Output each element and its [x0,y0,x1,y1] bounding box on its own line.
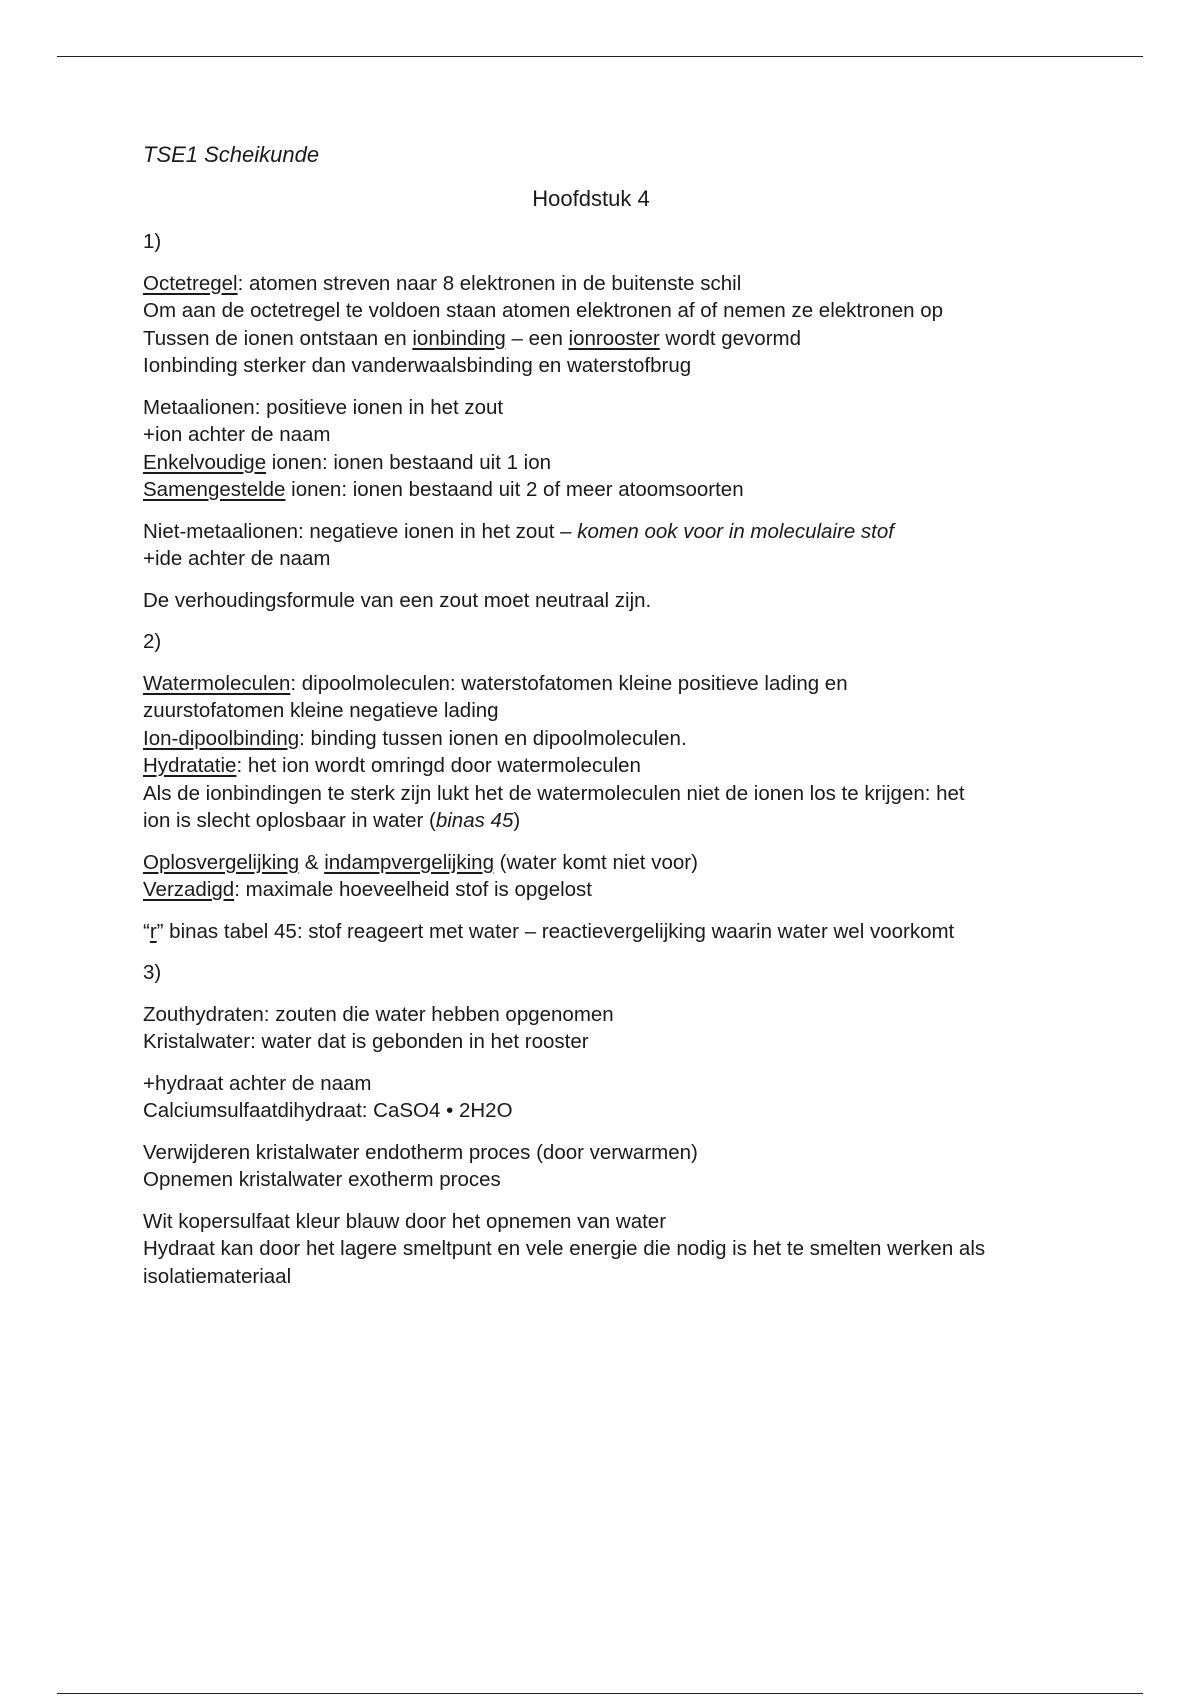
text-line: +hydraat achter de naam [143,1071,372,1095]
text-line [143,670,1083,698]
text-line: Wit kopersulfaat kleur blauw door het opnemen van water [143,1209,667,1233]
text-line [143,518,1083,546]
inline-text: ) [513,809,521,832]
document-title: TSE1 Scheikunde [143,142,320,167]
paragraph-niet-metaalionen [143,518,1083,573]
text-line: Hydraat kan door het lagere smeltpunt en vele energie die nodig is het te smelten werken als [143,1237,986,1260]
term-samengestelde: Samengestelde [143,478,286,501]
text-line: Ionbinding sterker dan vanderwaalsbinding en waterstofbrug [143,354,692,377]
footer-rule [57,1693,1143,1694]
chapter-heading: Hoofdstuk 4 [532,186,650,211]
italic-reference: binas 45 [435,809,514,832]
term-oplosvergelijking: Oplosvergelijking [143,850,300,874]
inline-text: Tussen de ionen ontstaan en [143,326,413,350]
paragraph-metaalionen [143,394,1083,504]
text-line: Metaalionen: positieve ionen in het zout [143,395,504,419]
text-line [143,449,1083,477]
text-line: Zouthydraten: zouten die water hebben opgenomen [143,1002,614,1026]
section-number-3: 3) [143,961,162,984]
inline-text: – een [505,326,569,350]
text-line: +ion achter de naam [143,423,331,446]
paragraph-verhoudingsformule [143,587,1083,615]
paragraph-zouthydraten [143,1001,1083,1056]
paragraph-binas-r [143,918,1083,946]
paragraph-octetregel [143,270,1083,380]
term-octetregel: Octetregel [143,271,238,295]
paragraph-watermoleculen [143,670,1083,835]
text-line: De verhoudingsformule van een zout moet neutraal zijn. [143,588,652,612]
section-number-1: 1) [143,230,162,253]
definition-text: : dipoolmoleculen: waterstofatomen kleine positieve lading en [290,671,848,695]
text-line: Om aan de octetregel te voldoen staan atomen elektronen af of nemen ze elektronen op [143,299,944,322]
section-number-2: 2) [143,630,162,653]
text-line: Verwijderen kristalwater endotherm proces (door verwarmen) [143,1140,698,1164]
term-enkelvoudige: Enkelvoudige [143,450,267,474]
term-r: r [149,919,157,943]
paragraph-kopersulfaat [143,1208,1083,1291]
term-hydratatie: Hydratatie [143,754,237,777]
inline-text: & [299,850,325,874]
text-line: isolatiemateriaal [143,1264,292,1288]
inline-text: Niet-metaalionen: negatieve ionen in het zout – [143,519,578,543]
text-line: Als de ionbindingen te sterk zijn lukt het de watermoleculen niet de ionen los te krijgen: het [143,781,965,805]
header-rule [57,56,1143,57]
term-indampvergelijking: indampvergelijking [324,850,494,874]
text-line [143,918,1083,946]
text-line [143,876,1083,904]
text-line: Calciumsulfaatdihydraat: CaSO4 • 2H2O [143,1099,513,1122]
inline-text: wordt gevormd [659,326,801,350]
inline-text: “ [143,919,150,943]
text-line: Kristalwater: water dat is gebonden in het rooster [143,1030,589,1053]
definition-text: : maximale hoeveelheid stof is opgelost [234,878,592,901]
document-body [143,140,1083,1290]
inline-text: ion is slecht oplosbaar in water ( [143,809,436,832]
text-line [143,270,1083,298]
paragraph-kristalwater [143,1139,1083,1194]
term-verzadigd: Verzadigd [143,878,235,901]
italic-note: komen ook voor in moleculaire stof [577,519,894,543]
inline-text: (water komt niet voor) [493,850,698,874]
definition-text: : het ion wordt omringd door watermoleculen [236,754,641,777]
text-line [143,752,1083,780]
text-line [143,807,1083,835]
term-watermoleculen: Watermoleculen [143,671,291,695]
text-line: zuurstofatomen kleine negatieve lading [143,699,499,722]
text-line [143,325,1083,353]
text-line: +ide achter de naam [143,547,331,570]
text-line [143,725,1083,753]
paragraph-hydraat [143,1070,1083,1125]
text-line: Opnemen kristalwater exotherm proces [143,1168,501,1191]
definition-text: : atomen streven naar 8 elektronen in de buitenste schil [237,271,742,295]
term-ionbinding: ionbinding [412,326,506,350]
paragraph-oplosvergelijking [143,849,1083,904]
term-ion-dipoolbinding: Ion-dipoolbinding [143,726,300,750]
term-ionrooster: ionrooster [568,326,660,350]
definition-text: ionen: ionen bestaand uit 2 of meer atoomsoorten [285,478,744,501]
text-line [143,476,1083,504]
definition-text: : binding tussen ionen en dipoolmoleculen. [299,726,687,750]
inline-text: ” binas tabel 45: stof reageert met water – reactievergelijking waarin water wel voorkomt [156,919,955,943]
text-line [143,849,1083,877]
definition-text: ionen: ionen bestaand uit 1 ion [266,450,552,474]
